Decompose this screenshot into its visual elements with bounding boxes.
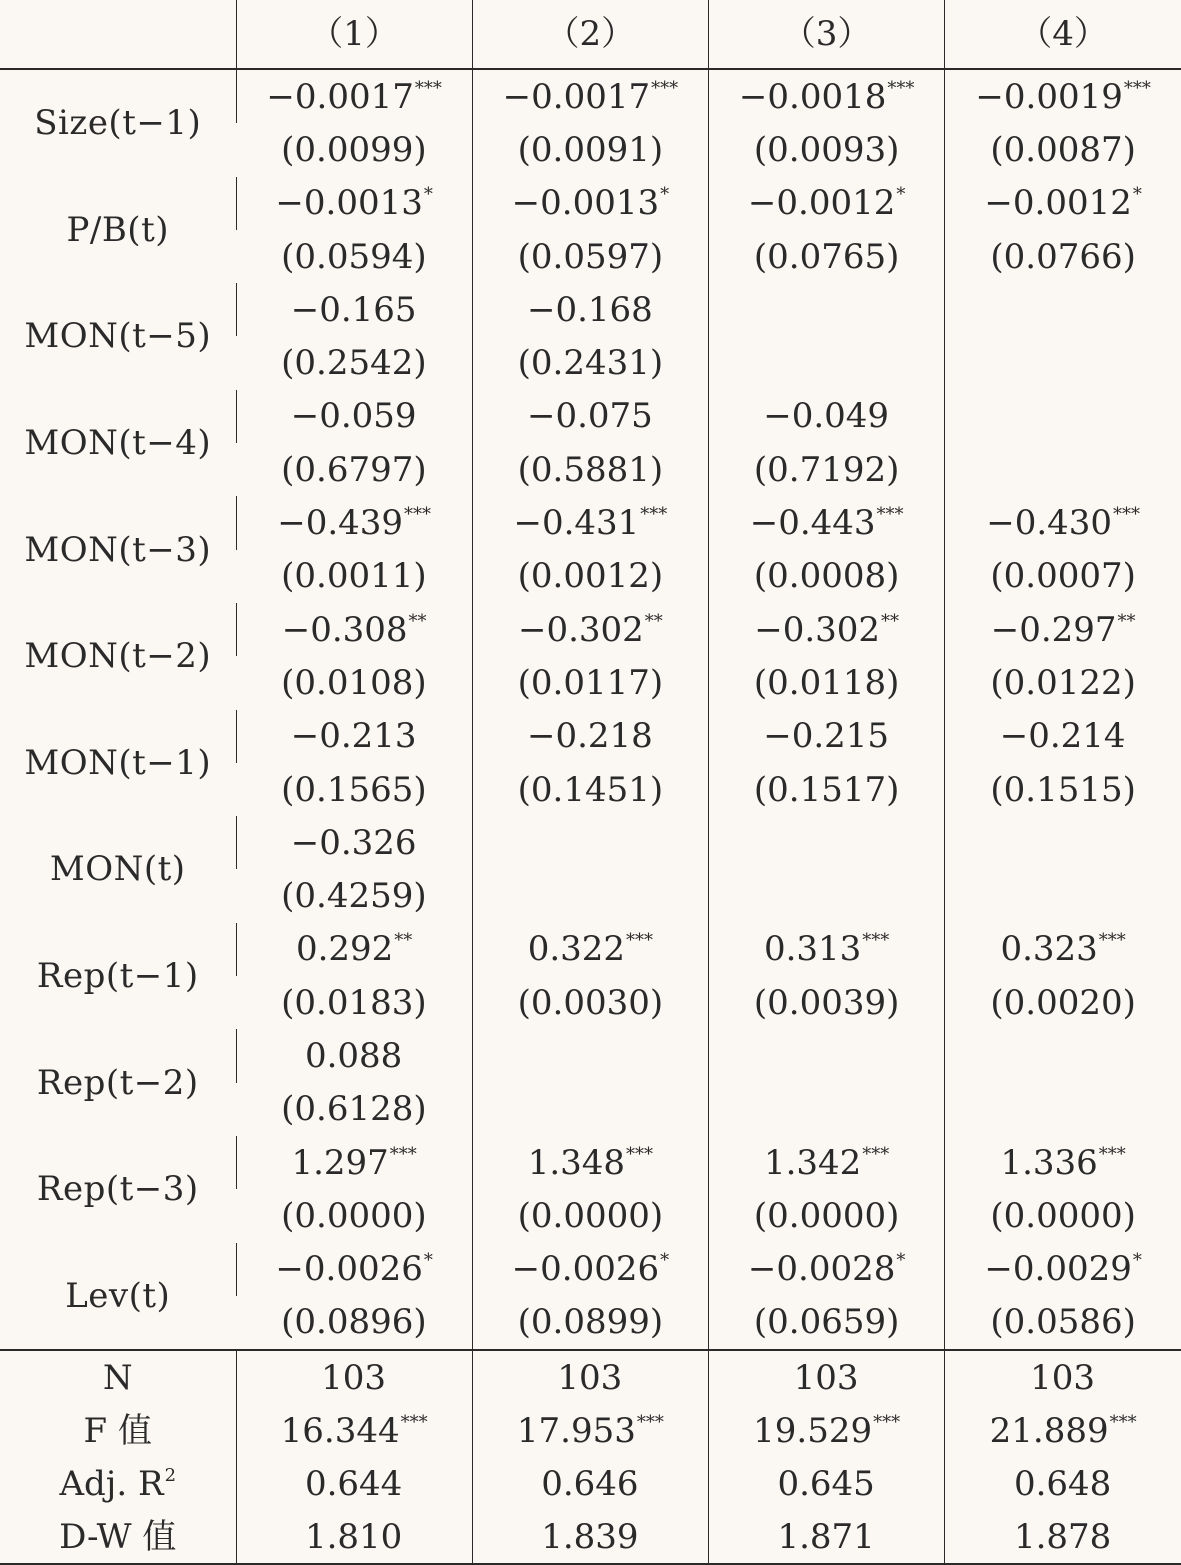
statistic-cell	[945, 1350, 1181, 1404]
pvalue-cell-value: (0.1517)	[753, 769, 900, 810]
coefficient-row	[0, 1136, 1181, 1189]
row-label-text: N	[102, 1357, 133, 1398]
pvalue-cell	[709, 336, 945, 389]
statistic-cell-value: 0.648	[1013, 1463, 1112, 1504]
significance-stars: **	[644, 610, 663, 632]
pvalue-cell	[709, 1083, 945, 1136]
coefficient-cell-value: −0.0017	[502, 76, 651, 117]
statistic-cell	[472, 1350, 708, 1404]
row-label: MON(t−2)	[24, 636, 212, 677]
coefficient-cell	[945, 283, 1181, 336]
pvalue-cell-value: (0.0011)	[281, 556, 427, 597]
coefficient-cell	[945, 816, 1181, 869]
column-header: （2）	[472, 0, 708, 69]
significance-stars: ***	[636, 1411, 664, 1433]
row-label: Rep(t−3)	[36, 1169, 199, 1210]
coefficient-cell	[472, 710, 708, 763]
statistic-cell-value: 1.878	[1013, 1516, 1112, 1557]
pvalue-cell-value: (0.0000)	[281, 1195, 427, 1236]
pvalue-cell	[236, 1083, 472, 1136]
statistic-cell	[236, 1350, 472, 1404]
pvalue-cell-value: (0.0000)	[990, 1195, 1136, 1236]
pvalue-cell-value: (0.0659)	[753, 1302, 900, 1343]
significance-stars: ***	[876, 504, 904, 526]
row-label	[0, 1404, 236, 1457]
coefficient-row	[0, 1029, 1181, 1082]
coefficient-cell	[472, 390, 708, 443]
significance-stars: ***	[640, 504, 668, 526]
coefficient-cell	[472, 1243, 708, 1296]
significance-stars: ***	[389, 1143, 417, 1165]
pvalue-cell	[236, 230, 472, 283]
pvalue-cell	[709, 869, 945, 922]
pvalue-cell	[945, 443, 1181, 496]
coefficient-row	[0, 710, 1181, 763]
coefficient-cell	[236, 710, 472, 763]
coefficient-cell-value: 0.088	[304, 1035, 403, 1076]
coefficient-cell-value: −0.059	[290, 396, 417, 437]
significance-stars: *	[660, 184, 670, 206]
pvalue-cell-value: (0.0896)	[281, 1302, 427, 1343]
pvalue-cell	[472, 443, 708, 496]
significance-stars: *	[423, 184, 433, 206]
significance-stars: ***	[626, 930, 654, 952]
pvalue-cell-value: (0.0020)	[990, 982, 1136, 1023]
pvalue-cell-value: (0.1565)	[281, 769, 427, 810]
coefficient-cell-value: 1.297	[291, 1142, 389, 1183]
pvalue-cell	[945, 336, 1181, 389]
coefficient-cell-value: −0.214	[999, 716, 1126, 757]
coefficient-cell	[236, 1029, 472, 1082]
row-label: MON(t−1)	[24, 742, 212, 783]
pvalue-cell	[709, 123, 945, 176]
coefficient-cell	[236, 1136, 472, 1189]
coefficient-cell	[236, 283, 472, 336]
coefficient-cell	[709, 177, 945, 230]
coefficient-cell	[236, 603, 472, 656]
coefficient-cell-value: 1.336	[1000, 1142, 1098, 1183]
statistic-cell-value: 0.646	[541, 1463, 639, 1504]
significance-stars: ***	[651, 77, 679, 99]
coefficient-row	[0, 923, 1181, 976]
coefficient-cell	[236, 390, 472, 443]
pvalue-cell	[472, 976, 708, 1029]
significance-stars: **	[408, 610, 427, 632]
statistic-cell-value: 19.529	[753, 1410, 873, 1451]
coefficient-cell	[709, 1136, 945, 1189]
pvalue-cell	[236, 443, 472, 496]
coefficient-row	[0, 283, 1181, 336]
significance-stars: ***	[414, 77, 442, 99]
coefficient-cell-value: −0.0012	[984, 183, 1132, 224]
significance-stars: ***	[1098, 1143, 1126, 1165]
pvalue-cell-value: (0.0007)	[990, 556, 1136, 597]
significance-stars: ***	[862, 1143, 890, 1165]
pvalue-cell	[472, 656, 708, 709]
coefficient-cell	[945, 1136, 1181, 1189]
coefficient-cell	[709, 1243, 945, 1296]
coefficient-cell-value: −0.218	[526, 716, 653, 757]
coefficient-cell-value: −0.297	[990, 609, 1117, 650]
statistic-cell	[236, 1404, 472, 1457]
pvalue-cell-value: (0.0586)	[990, 1302, 1136, 1343]
pvalue-cell	[709, 443, 945, 496]
pvalue-cell	[945, 869, 1181, 922]
pvalue-cell	[472, 550, 708, 603]
statistic-cell	[472, 1510, 708, 1564]
statistic-cell-value: 103	[557, 1357, 623, 1398]
coefficient-cell-value: 0.292	[295, 929, 394, 970]
coefficient-cell	[472, 283, 708, 336]
coefficient-row	[0, 496, 1181, 549]
significance-stars: ***	[626, 1143, 654, 1165]
pvalue-cell	[945, 123, 1181, 176]
pvalue-cell	[236, 123, 472, 176]
coefficient-cell-value: −0.0017	[266, 76, 414, 117]
significance-stars: **	[1117, 610, 1136, 632]
row-label	[0, 1457, 236, 1510]
row-label: Size(t−1)	[34, 103, 202, 144]
pvalue-cell	[945, 1296, 1181, 1350]
pvalue-cell-value: (0.0594)	[281, 236, 427, 277]
coefficient-cell-value: 1.348	[527, 1142, 626, 1183]
coefficient-cell	[709, 390, 945, 443]
significance-stars: *	[896, 184, 906, 206]
coefficient-cell-value: −0.326	[290, 822, 417, 863]
coefficient-cell-value: −0.168	[526, 289, 653, 330]
statistic-cell-value: 17.953	[516, 1410, 636, 1451]
coefficient-cell	[236, 923, 472, 976]
coefficient-cell	[709, 69, 945, 123]
column-header: （4）	[945, 0, 1181, 69]
pvalue-cell	[472, 869, 708, 922]
corner-cell	[0, 0, 236, 69]
pvalue-cell-value: (0.0183)	[281, 982, 427, 1023]
pvalue-cell	[236, 763, 472, 816]
pvalue-cell	[472, 1296, 708, 1350]
coefficient-cell	[236, 816, 472, 869]
statistic-cell-value: 16.344	[280, 1410, 400, 1451]
coefficient-cell-value: −0.431	[513, 503, 640, 544]
coefficient-cell-value: −0.430	[986, 503, 1113, 544]
significance-stars: ***	[404, 504, 432, 526]
significance-stars: ***	[1109, 1411, 1137, 1433]
pvalue-cell	[236, 336, 472, 389]
statistic-cell-value: 1.871	[777, 1516, 875, 1557]
row-label	[0, 1510, 236, 1564]
coefficient-cell-value: −0.0028	[747, 1249, 896, 1290]
pvalue-cell-value: (0.0117)	[517, 662, 664, 703]
coefficient-cell	[472, 923, 708, 976]
coefficient-cell-value: −0.0029	[984, 1249, 1132, 1290]
coefficient-cell	[236, 177, 472, 230]
pvalue-cell-value: (0.0039)	[753, 982, 900, 1023]
significance-stars: ***	[400, 1411, 428, 1433]
coefficient-cell-value: −0.302	[754, 609, 881, 650]
pvalue-cell	[236, 656, 472, 709]
pvalue-cell	[945, 763, 1181, 816]
significance-stars: *	[1132, 1250, 1142, 1272]
coefficient-cell	[945, 603, 1181, 656]
pvalue-cell	[472, 1083, 708, 1136]
statistic-cell	[236, 1457, 472, 1510]
coefficient-row	[0, 816, 1181, 869]
coefficient-cell-value: −0.0013	[275, 183, 423, 224]
pvalue-cell-value: (0.4259)	[281, 876, 427, 917]
pvalue-cell-value: (0.1451)	[517, 769, 664, 810]
significance-stars: ***	[862, 930, 890, 952]
coefficient-row	[0, 69, 1181, 123]
coefficient-cell	[472, 1029, 708, 1082]
coefficient-cell	[236, 69, 472, 123]
statistic-cell	[709, 1510, 945, 1564]
pvalue-cell-value: (0.0108)	[281, 662, 427, 703]
statistic-cell	[472, 1457, 708, 1510]
coefficient-cell	[709, 923, 945, 976]
pvalue-cell	[472, 1189, 708, 1242]
statistic-cell	[709, 1350, 945, 1404]
column-header: （1）	[236, 0, 472, 69]
pvalue-cell-value: (0.6797)	[281, 449, 427, 490]
coefficient-cell	[709, 603, 945, 656]
coefficient-cell	[709, 496, 945, 549]
pvalue-cell-value: (0.0000)	[517, 1195, 664, 1236]
coefficient-cell-value: 1.342	[763, 1142, 862, 1183]
pvalue-cell	[709, 1296, 945, 1350]
coefficient-row	[0, 177, 1181, 230]
pvalue-cell	[709, 763, 945, 816]
pvalue-cell-value: (0.6128)	[281, 1089, 427, 1130]
superscript: 2	[164, 1464, 177, 1486]
pvalue-cell	[709, 976, 945, 1029]
significance-stars: ***	[873, 1411, 901, 1433]
coefficient-cell	[236, 1243, 472, 1296]
coefficient-cell	[945, 710, 1181, 763]
pvalue-cell	[945, 550, 1181, 603]
pvalue-cell-value: (0.0087)	[990, 129, 1136, 170]
significance-stars: *	[660, 1250, 670, 1272]
pvalue-cell-value: (0.0122)	[990, 662, 1136, 703]
coefficient-cell-value: −0.302	[517, 609, 644, 650]
coefficient-cell-value: −0.049	[763, 396, 890, 437]
pvalue-cell-value: (0.0030)	[517, 982, 664, 1023]
significance-stars: ***	[1123, 77, 1151, 99]
statistic-cell	[709, 1457, 945, 1510]
coefficient-cell-value: −0.165	[290, 289, 417, 330]
statistic-cell-value: 21.889	[989, 1410, 1109, 1451]
coefficient-cell	[472, 603, 708, 656]
statistic-cell	[472, 1404, 708, 1457]
statistic-cell	[945, 1404, 1181, 1457]
pvalue-cell-value: (0.0118)	[753, 662, 900, 703]
coefficient-cell	[709, 710, 945, 763]
statistic-cell-value: 103	[793, 1357, 859, 1398]
pvalue-cell-value: (0.0597)	[517, 236, 664, 277]
statistic-cell-value: 1.810	[304, 1516, 403, 1557]
coefficient-cell	[945, 69, 1181, 123]
coefficient-cell	[472, 69, 708, 123]
coefficient-cell-value: 0.322	[527, 929, 626, 970]
coefficient-cell-value: −0.443	[749, 503, 876, 544]
statistic-row	[0, 1350, 1181, 1404]
row-label-text: F 值	[83, 1410, 152, 1451]
pvalue-cell	[472, 763, 708, 816]
coefficient-row	[0, 1243, 1181, 1296]
pvalue-cell	[472, 123, 708, 176]
coefficient-row	[0, 390, 1181, 443]
significance-stars: *	[896, 1250, 906, 1272]
header-row	[0, 0, 1181, 69]
coefficient-cell	[472, 1136, 708, 1189]
significance-stars: **	[394, 930, 413, 952]
coefficient-cell	[945, 496, 1181, 549]
significance-stars: **	[881, 610, 900, 632]
pvalue-cell-value: (0.0093)	[753, 129, 900, 170]
pvalue-cell	[472, 336, 708, 389]
significance-stars: ***	[1113, 504, 1141, 526]
significance-stars: *	[1132, 184, 1142, 206]
coefficient-cell-value: −0.308	[281, 609, 408, 650]
row-label	[0, 1350, 236, 1404]
coefficient-cell-value: −0.0018	[738, 76, 887, 117]
pvalue-cell	[472, 230, 708, 283]
coefficient-cell	[709, 816, 945, 869]
pvalue-cell	[945, 656, 1181, 709]
row-label: MON(t−5)	[24, 316, 212, 357]
coefficient-cell-value: 0.323	[1000, 929, 1098, 970]
row-label: MON(t)	[49, 849, 186, 890]
column-header: （3）	[709, 0, 945, 69]
row-label: Rep(t−2)	[36, 1062, 199, 1103]
statistic-cell	[945, 1510, 1181, 1564]
pvalue-cell-value: (0.0765)	[753, 236, 900, 277]
statistic-cell	[945, 1457, 1181, 1510]
statistic-row	[0, 1404, 1181, 1457]
row-label-text: Adj. R	[59, 1463, 164, 1504]
significance-stars: *	[423, 1250, 433, 1272]
pvalue-cell	[945, 1083, 1181, 1136]
coefficient-cell	[945, 1243, 1181, 1296]
pvalue-cell-value: (0.0000)	[753, 1195, 900, 1236]
pvalue-cell-value: (0.5881)	[517, 449, 664, 490]
row-label: MON(t−3)	[24, 529, 212, 570]
pvalue-cell	[945, 230, 1181, 283]
row-label: Rep(t−1)	[36, 956, 199, 997]
significance-stars: ***	[1098, 930, 1126, 952]
pvalue-cell-value: (0.2431)	[517, 343, 664, 384]
coefficient-cell-value: −0.0012	[747, 183, 896, 224]
pvalue-cell-value: (0.0008)	[753, 556, 900, 597]
pvalue-cell-value: (0.1515)	[990, 769, 1136, 810]
significance-stars: ***	[887, 77, 915, 99]
coefficient-cell-value: −0.215	[763, 716, 890, 757]
coefficient-cell-value: −0.439	[277, 503, 404, 544]
pvalue-cell-value: (0.0766)	[990, 236, 1136, 277]
coefficient-cell-value: −0.0026	[511, 1249, 660, 1290]
statistic-cell	[236, 1510, 472, 1564]
statistic-row	[0, 1510, 1181, 1564]
statistic-cell-value: 103	[321, 1357, 387, 1398]
coefficient-cell	[945, 923, 1181, 976]
row-label: Lev(t)	[65, 1275, 171, 1316]
pvalue-cell	[709, 230, 945, 283]
pvalue-cell	[236, 550, 472, 603]
pvalue-cell	[945, 976, 1181, 1029]
statistic-cell-value: 103	[1030, 1357, 1096, 1398]
pvalue-cell-value: (0.0899)	[517, 1302, 664, 1343]
coefficient-cell	[945, 177, 1181, 230]
coefficient-cell-value: −0.213	[290, 716, 417, 757]
coefficient-cell-value: −0.0013	[511, 183, 660, 224]
pvalue-cell	[709, 656, 945, 709]
coefficient-cell	[709, 283, 945, 336]
pvalue-cell	[236, 869, 472, 922]
coefficient-cell	[472, 816, 708, 869]
pvalue-cell-value: (0.2542)	[281, 343, 427, 384]
pvalue-cell	[236, 1296, 472, 1350]
pvalue-cell-value: (0.0091)	[517, 129, 664, 170]
row-label: P/B(t)	[66, 209, 169, 250]
pvalue-cell	[945, 1189, 1181, 1242]
coefficient-cell	[709, 1029, 945, 1082]
pvalue-cell-value: (0.0012)	[517, 556, 664, 597]
row-label-text: D-W 值	[59, 1516, 177, 1557]
coefficient-cell	[236, 496, 472, 549]
table-body	[0, 69, 1181, 1564]
statistic-row	[0, 1457, 1181, 1510]
coefficient-cell	[945, 1029, 1181, 1082]
coefficient-cell	[472, 177, 708, 230]
statistic-cell-value: 0.644	[304, 1463, 403, 1504]
pvalue-cell-value: (0.0099)	[281, 129, 427, 170]
coefficient-cell-value: −0.0019	[975, 76, 1123, 117]
pvalue-cell	[709, 1189, 945, 1242]
coefficient-cell	[945, 390, 1181, 443]
pvalue-cell	[709, 550, 945, 603]
pvalue-cell	[236, 1189, 472, 1242]
coefficient-cell	[472, 496, 708, 549]
coefficient-cell-value: −0.075	[526, 396, 653, 437]
statistic-cell	[709, 1404, 945, 1457]
statistic-cell-value: 1.839	[541, 1516, 639, 1557]
pvalue-cell-value: (0.7192)	[753, 449, 900, 490]
statistic-cell-value: 0.645	[777, 1463, 875, 1504]
pvalue-cell	[236, 976, 472, 1029]
row-label: MON(t−4)	[24, 423, 212, 464]
coefficient-row	[0, 603, 1181, 656]
coefficient-cell-value: 0.313	[763, 929, 862, 970]
coefficient-cell-value: −0.0026	[275, 1249, 423, 1290]
